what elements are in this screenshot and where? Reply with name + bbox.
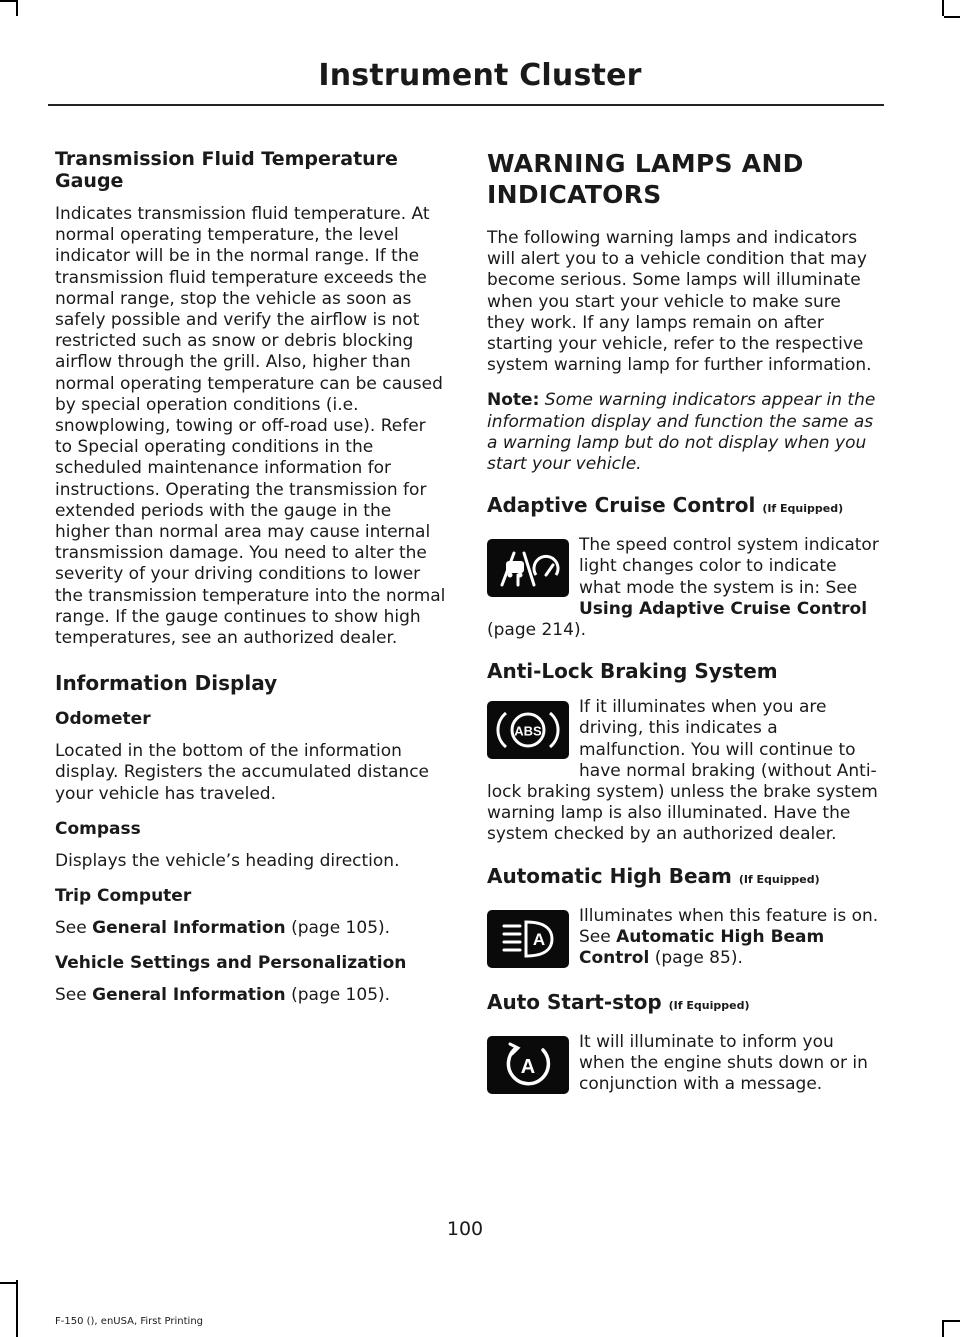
automatic-high-beam-icon	[487, 910, 569, 968]
compass-body: Displays the vehicle’s heading direction.	[55, 850, 400, 871]
page-ref: (page 214).	[487, 620, 586, 641]
page-ref: (page 105).	[291, 985, 391, 1006]
note-label: Note:	[487, 390, 540, 411]
automatic-high-beam-heading-text: Automatic High Beam	[487, 863, 732, 888]
header-divider	[48, 104, 884, 106]
abs-icon-label: ABS	[514, 723, 542, 739]
vehicle-settings-body	[55, 985, 447, 1006]
automatic-high-beam-block	[487, 906, 879, 972]
automatic-high-beam-body-text: Illuminates when this feature is on. See	[579, 905, 879, 947]
compass-heading: Compass	[55, 818, 141, 839]
general-information-link[interactable]: General Information	[92, 985, 286, 1006]
if-equipped-label: (If Equipped)	[738, 872, 820, 886]
crop-mark	[16, 0, 18, 16]
auto-start-stop-body: It will illuminate to inform you when the engine shuts down or in conjunction with a message.	[579, 1031, 868, 1095]
auto-start-stop-block	[487, 1032, 879, 1098]
vehicle-settings-heading: Vehicle Settings and Personalization	[55, 953, 407, 974]
see-text: See	[55, 918, 87, 939]
transmission-heading: Transmission Fluid Temperature Gauge	[55, 148, 398, 192]
odometer-heading: Odometer	[55, 709, 151, 730]
acc-heading-text: Adaptive Cruise Control	[487, 493, 756, 518]
see-text: See	[55, 985, 87, 1006]
crop-mark	[0, 0, 16, 2]
crop-mark	[944, 1320, 960, 1322]
warning-lamps-body: The following warning lamps and indicators will alert you to a vehicle condition that may become serious. Some lamps will illuminate when you start your vehicle to make sure they work. If any lamps remain on after starting your vehicle, refer to the respective system warning lamp for further information.	[487, 228, 872, 376]
general-information-link[interactable]: General Information	[92, 918, 286, 939]
automatic-high-beam-heading	[487, 864, 879, 892]
acc-body-text: The speed control system indicator light changes color to indicate what mode the system is in: See	[579, 535, 879, 598]
crop-mark	[16, 1280, 18, 1337]
if-equipped-label: (If Equipped)	[762, 502, 844, 516]
page-ref: (page 85).	[654, 948, 743, 969]
automatic-high-beam-icon-label: A	[532, 929, 546, 949]
auto-start-stop-heading-text: Auto Start-stop	[487, 989, 662, 1014]
page-title: Instrument Cluster	[318, 58, 642, 93]
abs-block	[487, 697, 879, 845]
auto-start-stop-heading	[487, 990, 879, 1018]
trip-computer-body	[55, 918, 447, 939]
crop-mark	[0, 1282, 16, 1284]
right-column	[487, 148, 879, 1114]
crop-mark	[942, 1320, 944, 1337]
page-ref: (page 105).	[291, 918, 391, 939]
warning-lamps-heading-line2: INDICATORS	[487, 180, 662, 209]
warning-note	[487, 390, 879, 475]
acc-block	[487, 535, 879, 641]
footer-text: F-150 (), enUSA, First Printing	[55, 1316, 204, 1327]
if-equipped-label: (If Equipped)	[668, 998, 750, 1012]
crop-mark	[944, 16, 960, 18]
note-text: Some warning indicators appear in the information display and function the same as a warning lamp but do not display when you start your vehicle.	[487, 390, 876, 475]
adaptive-cruise-control-icon	[487, 539, 569, 597]
warning-lamps-heading-line1: WARNING LAMPS AND	[487, 149, 804, 178]
transmission-body: Indicates transmission fluid temperature. At normal operating temperature, the level indicator will be in the normal range. If the transmission fluid temperature exceeds the normal range, stop the vehicle as soon as safely possible and verify the airflow is not restricted such as snow or debris blocking airflow through the grill. Also, higher than normal operating temperature can be caused by special operation conditions (i.e. snowplowing, towing or off-road use). Refer to Special operating conditions in the scheduled maintenance information for instructions. Operating the transmission for extended periods with the gauge in the higher than normal area may cause internal transmission damage. You need to alter the severity of your driving conditions to lower the transmission temperature into the normal range. If the gauge continues to show high temperatures, see an authorized dealer.	[55, 204, 446, 649]
auto-start-stop-icon	[487, 1036, 569, 1094]
trip-computer-heading: Trip Computer	[55, 886, 192, 907]
abs-icon	[487, 701, 569, 759]
abs-heading: Anti-Lock Braking System	[487, 659, 778, 684]
left-column	[55, 148, 447, 1020]
information-display-heading: Information Display	[55, 671, 278, 696]
using-adaptive-cruise-control-link[interactable]: Using Adaptive Cruise Control	[579, 598, 868, 619]
automatic-high-beam-control-link[interactable]: Automatic High Beam Control	[579, 926, 825, 969]
acc-heading	[487, 493, 879, 521]
warning-lamps-heading	[487, 148, 879, 210]
odometer-body: Located in the bottom of the information display. Registers the accumulated distance your vehicle has traveled.	[55, 741, 430, 804]
abs-body: If it illuminates when you are driving, this indicates a malfunction. You will continue to have normal braking (without Anti-lock braking system) unless the brake system warning lamp is also illuminated. Have the system checked by an authorized dealer.	[487, 697, 878, 845]
page-number: 100	[446, 1218, 484, 1240]
auto-start-stop-icon-label: A	[520, 1055, 536, 1078]
crop-mark	[942, 0, 944, 16]
